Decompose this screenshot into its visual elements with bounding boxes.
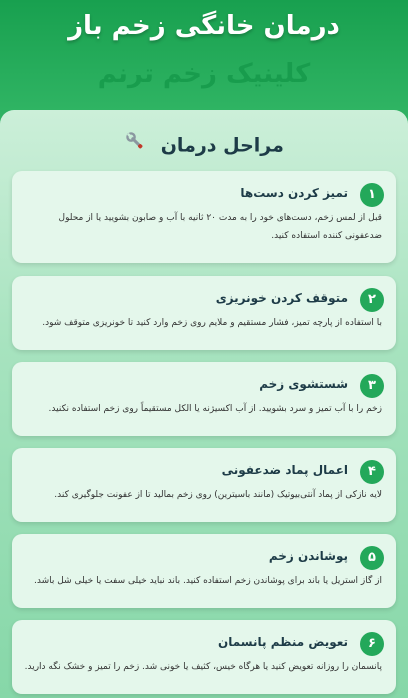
treatment-panel — [0, 110, 408, 698]
page-title: درمان خانگی زخم باز — [68, 11, 340, 41]
clinic-name: کلینیک زخم ترنم — [97, 59, 311, 89]
step-description: از گاز استریل یا باند برای پوشاندن زخم استفاده کنید. باند نباید خیلی سفت یا خیلی شل باشد. — [34, 576, 382, 586]
step-title: اعمال پماد ضدعفونی — [221, 463, 348, 477]
section-heading — [0, 130, 408, 162]
section-title-text: مراحل درمان — [160, 134, 284, 157]
step-card — [12, 620, 396, 694]
step-description: زخم را با آب تمیز و سرد بشویید. از آب اکسیژنه یا الکل مستقیماً روی زخم استفاده نکنید. — [48, 404, 382, 414]
step-title: متوقف کردن خونریزی — [215, 291, 348, 305]
page-header — [0, 0, 408, 110]
step-description: با استفاده از پارچه تمیز، فشار مستقیم و ملایم روی زخم وارد کنید تا خونریزی متوقف شود. — [42, 318, 382, 328]
step-card — [12, 534, 396, 608]
step-card — [12, 362, 396, 436]
step-title: تعویض منظم پانسمان — [218, 635, 348, 649]
step-title: تمیز کردن دست‌ها — [240, 186, 348, 200]
step-number-badge: ۳ — [360, 374, 384, 398]
step-description: قبل از لمس زخم، دست‌های خود را به مدت ۲۰ ثانیه با آب و صابون بشویید یا از محلول ضدعفونی کننده استفاده کنید. — [58, 213, 382, 241]
step-description: پانسمان را روزانه تعویض کنید یا هرگاه خیس، کثیف یا خونی شد. زخم را تمیز و خشک نگه دارید. — [24, 662, 382, 672]
step-number-badge: ۵ — [360, 546, 384, 570]
step-number-badge: ۴ — [360, 460, 384, 484]
wrench-icon — [124, 130, 148, 162]
step-number-badge: ۱ — [360, 183, 384, 207]
step-card — [12, 276, 396, 350]
step-title: پوشاندن زخم — [268, 549, 348, 563]
step-card — [12, 171, 396, 263]
step-card — [12, 448, 396, 522]
step-number-badge: ۲ — [360, 288, 384, 312]
step-title: شستشوی زخم — [259, 377, 348, 391]
step-number-badge: ۶ — [360, 632, 384, 656]
step-description: لایه نازکی از پماد آنتی‌بیوتیک (مانند باسیترین) روی زخم بمالید تا از عفونت جلوگیری کند. — [54, 490, 382, 500]
